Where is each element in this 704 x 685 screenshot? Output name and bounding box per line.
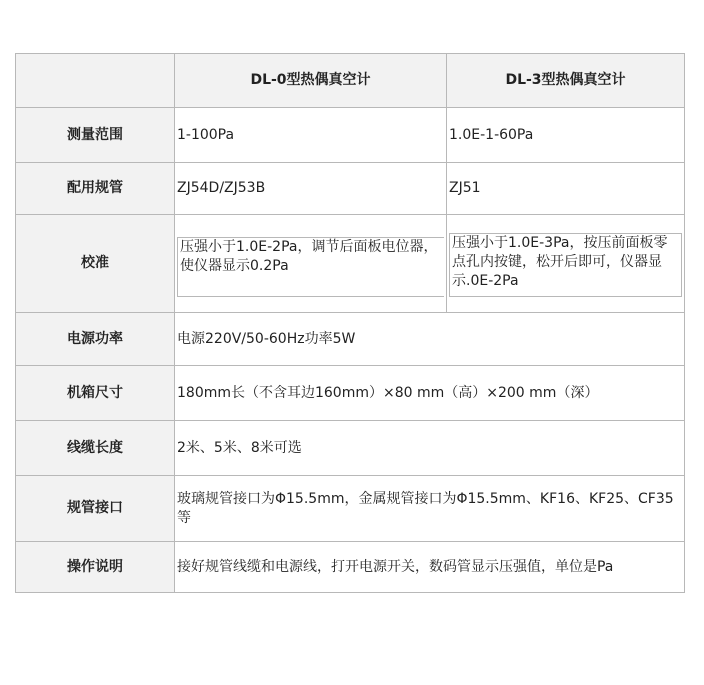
row-label: 测量范围 [16, 108, 175, 163]
header-corner-cell [16, 54, 175, 108]
merged-value: 接好规管线缆和电源线，打开电源开关，数码管显示压强值，单位是Pa [175, 542, 685, 593]
dl0-value: 压强小于1.0E-2Pa，调节后面板电位器，使仪器显示0.2Pa [177, 237, 444, 297]
row-label: 操作说明 [16, 542, 175, 593]
row-label: 校准 [16, 215, 175, 313]
table-row [16, 366, 685, 421]
dl3-calibration-cell [447, 215, 685, 313]
dl3-value: 压强小于1.0E-3Pa，按压前面板零点孔内按键，松开后即可，仪器显示.0E-2Pa [449, 233, 682, 297]
row-label: 线缆长度 [16, 421, 175, 476]
row-label: 机箱尺寸 [16, 366, 175, 421]
spec-sheet [15, 53, 684, 593]
merged-value: 2米、5米、8米可选 [175, 421, 685, 476]
table-row [16, 542, 685, 593]
row-label: 规管接口 [16, 476, 175, 542]
row-label: 电源功率 [16, 313, 175, 366]
merged-value: 电源220V/50-60Hz功率5W [175, 313, 685, 366]
header-dl3: DL-3型热偶真空计 [447, 54, 685, 108]
header-dl0: DL-0型热偶真空计 [175, 54, 447, 108]
dl0-value: 1-100Pa [175, 108, 447, 163]
table-row [16, 313, 685, 366]
dl0-value: ZJ54D/ZJ53B [175, 163, 447, 215]
dl3-value: 1.0E-1-60Pa [447, 108, 685, 163]
table-row [16, 476, 685, 542]
table-header-row [16, 54, 685, 108]
spec-table [15, 53, 685, 593]
dl3-value: ZJ51 [447, 163, 685, 215]
merged-value: 玻璃规管接口为Φ15.5mm，金属规管接口为Φ15.5mm、KF16、KF25、CF35等 [175, 476, 685, 542]
merged-value: 180mm长（不含耳边160mm）×80 mm（高）×200 mm（深） [175, 366, 685, 421]
table-row [16, 215, 685, 313]
dl0-calibration-cell [175, 215, 447, 313]
table-row [16, 163, 685, 215]
table-row [16, 108, 685, 163]
table-row [16, 421, 685, 476]
row-label: 配用规管 [16, 163, 175, 215]
